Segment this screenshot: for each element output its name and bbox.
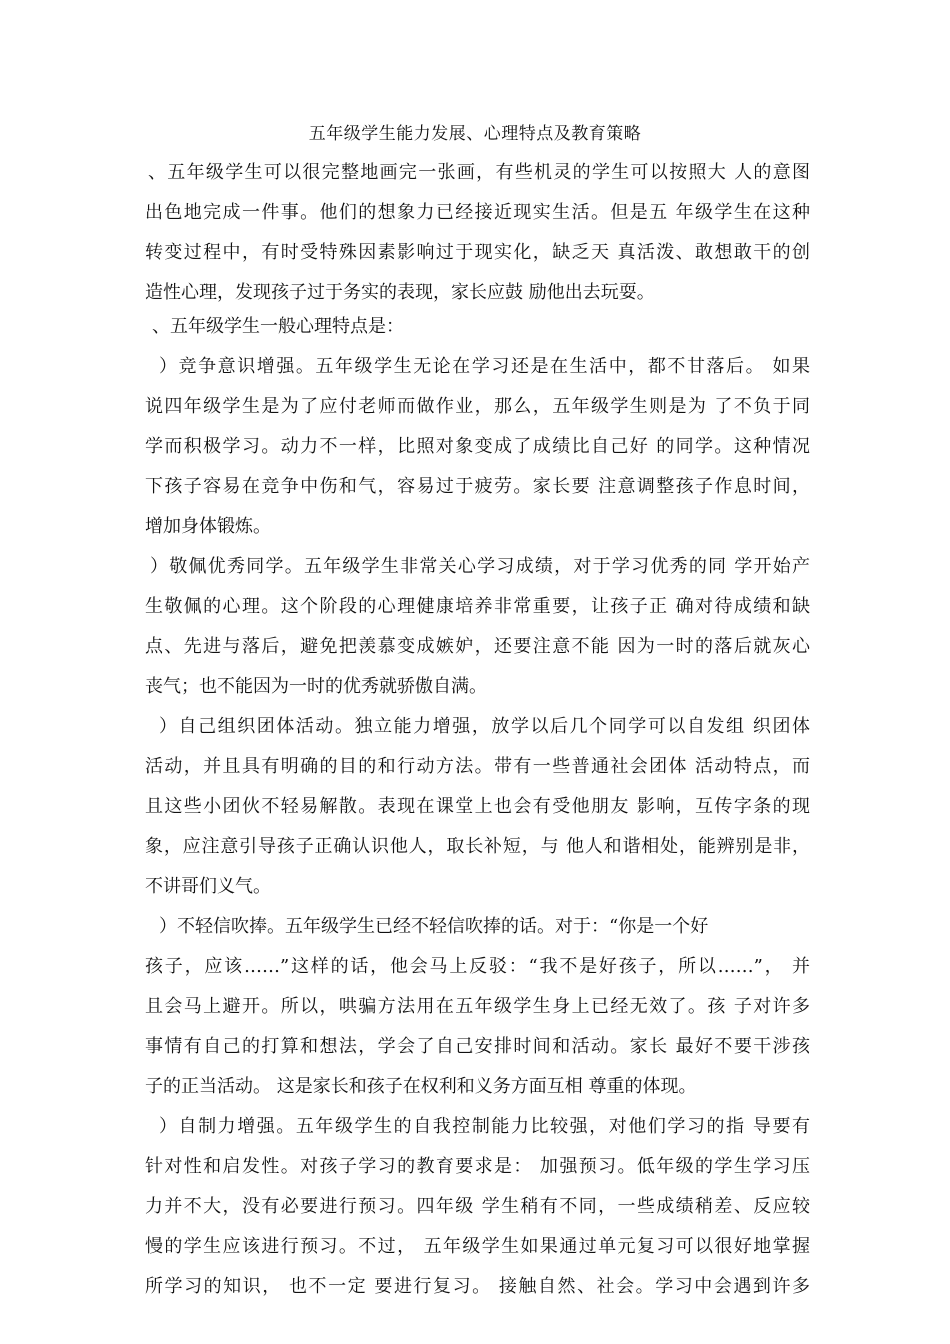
paragraph-line: 、五年级学生可以很完整地画完一张画，有些机灵的学生可以按照大 人的意图 (148, 162, 810, 183)
paragraph-line: 生敬佩的心理。这个阶段的心理健康培养非常重要，让孩子正 确对待成绩和缺 (145, 596, 810, 617)
paragraph-line: 学而积极学习。动力不一样，比照对象变成了成绩比自己好 的同学。这种情况 (145, 436, 810, 457)
paragraph-line: 针对性和启发性。对孩子学习的教育要求是： 加强预习。低年级的学生学习压 (145, 1156, 810, 1177)
paragraph-line: 子的正当活动。 这是家长和孩子在权利和义务方面互相 尊重的体现。 (145, 1076, 697, 1097)
paragraph-line: 孩子，应该……”这样的话，他会马上反驳：“我不是好孩子，所以……”， 并 (145, 956, 810, 977)
document-title: 五年级学生能力发展、心理特点及教育策略 (308, 124, 642, 144)
paragraph-line: 转变过程中，有时受特殊因素影响过于现实化，缺乏天 真活泼、敢想敢干的创 (145, 242, 810, 263)
paragraph-line: 造性心理，发现孩子过于务实的表现，家长应鼓 励他出去玩耍。 (145, 282, 655, 303)
paragraph-line: 说四年级学生是为了应付老师而做作业，那么，五年级学生则是为 了不负于同 (145, 396, 810, 417)
paragraph-line: 且这些小团伙不轻易解散。表现在课堂上也会有受他朋友 影响，互传字条的现 (145, 796, 810, 817)
paragraph-line: 增加身体锻炼。 (145, 516, 271, 537)
paragraph-line: ）不轻信吹捧。五年级学生已经不轻信吹捧的话。对于：“你是一个好 (159, 916, 709, 937)
paragraph-line: 活动，并且具有明确的目的和行动方法。带有一些普通社会团体 活动特点，而 (145, 756, 810, 777)
paragraph-line: ）竞争意识增强。五年级学生无论在学习还是在生活中，都不甘落后。 如果 (159, 356, 810, 377)
paragraph-line: 出色地完成一件事。他们的想象力已经接近现实生活。但是五 年级学生在这种 (145, 202, 810, 223)
paragraph-line: 力并不大，没有必要进行预习。四年级 学生稍有不同，一些成绩稍差、反应较 (145, 1196, 810, 1217)
section-heading: 、五年级学生一般心理特点是： (152, 316, 404, 337)
paragraph-line: 下孩子容易在竞争中伤和气，容易过于疲劳。家长要 注意调整孩子作息时间， (145, 476, 810, 497)
paragraph-line: 象，应注意引导孩子正确认识他人，取长补短，与 他人和谐相处，能辨别是非， (145, 836, 810, 857)
paragraph-line: 丧气；也不能因为一时的优秀就骄傲自满。 (145, 676, 487, 697)
paragraph-line: 慢的学生应该进行预习。不过， 五年级学生如果通过单元复习可以很好地掌握 (145, 1236, 810, 1257)
paragraph-line: ）敬佩优秀同学。五年级学生非常关心学习成绩，对于学习优秀的同 学开始产 (150, 556, 810, 577)
paragraph-line: 点、先进与落后，避免把羡慕变成嫉妒，还要注意不能 因为一时的落后就灰心 (145, 636, 810, 657)
paragraph-line: ）自己组织团体活动。独立能力增强，放学以后几个同学可以自发组 织团体 (159, 716, 810, 737)
paragraph-line: 且会马上避开。所以，哄骗方法用在五年级学生身上已经无效了。孩 子对许多 (145, 996, 810, 1017)
paragraph-line: ）自制力增强。五年级学生的自我控制能力比较强，对他们学习的指 导要有 (159, 1116, 810, 1137)
paragraph-line: 不讲哥们义气。 (145, 876, 271, 897)
paragraph-line: 所学习的知识， 也不一定 要进行复习。 接触自然、社会。学习中会遇到许多 (145, 1276, 810, 1297)
paragraph-line: 事情有自己的打算和想法，学会了自己安排时间和活动。家长 最好不要干涉孩 (145, 1036, 810, 1057)
